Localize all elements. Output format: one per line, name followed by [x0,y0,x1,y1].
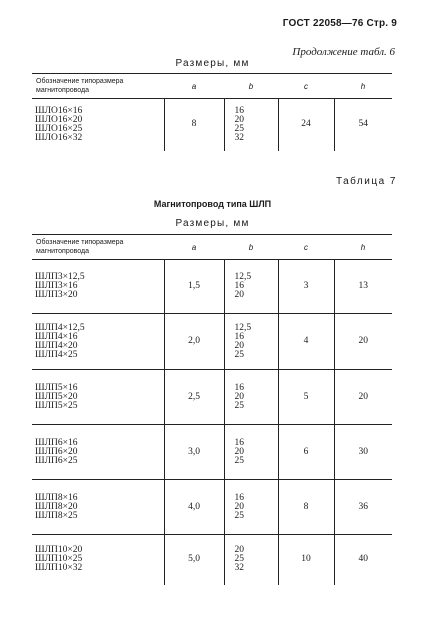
table-row [32,314,392,370]
value-h-cell: 13 [334,260,392,314]
value-c-cell: 4 [278,314,334,370]
value-c-cell: 8 [278,480,334,535]
table6-col-b: b [224,74,278,99]
value-b-cell: 16 20 25 [224,480,278,535]
value-b-cell: 16 20 25 32 [224,99,278,151]
value-c-cell: 24 [278,99,334,151]
designation-cell: ШЛП10×20 ШЛП10×25 ШЛП10×32 [35,545,83,574]
value-h-cell: 20 [334,314,392,370]
value-b-cell: 16 20 25 [224,370,278,425]
value-h-cell: 20 [334,370,392,425]
table7-sizes-caption: Размеры, мм [175,218,250,229]
value-b-cell: 12,5 16 20 25 [224,314,278,370]
designation-cell: ШЛО16×16 ШЛО16×20 ШЛО16×25 ШЛО16×32 [35,105,83,143]
table7-col-b: b [224,235,278,260]
table7-header-row [32,235,392,260]
table7 [32,234,392,585]
value-b-cell: 16 20 25 [224,425,278,480]
designation-cell: ШЛП3×12,5 ШЛП3×16 ШЛП3×20 [32,260,164,314]
table-row [32,425,392,480]
value-a-cell: 4,0 [164,480,224,535]
value-a-cell: 1,5 [164,260,224,314]
table-row [32,260,392,314]
value-b-cell: 20 25 32 [224,535,278,585]
table-row [32,480,392,535]
designation-cell: ШЛП5×16 ШЛП5×20 ШЛП5×25 [32,370,164,425]
value-c-cell: 6 [278,425,334,480]
value-c-cell: 10 [278,535,334,585]
value-c-cell: 5 [278,370,334,425]
table-row [32,370,392,425]
value-a-cell: 5,0 [164,535,224,585]
table7-label: Таблица 7 [335,176,397,187]
table6-col-designation: Обозначение типоразмера магнитопровода [32,74,164,99]
value-h-cell: 36 [334,480,392,535]
page-header: ГОСТ 22058—76 Стр. 9 [282,18,397,29]
table6-header-row [32,74,392,99]
table6-sizes-caption: Размеры, мм [175,58,250,69]
value-h-cell: 54 [334,99,392,151]
value-h-cell: 30 [334,425,392,480]
designation-cell: ШЛП6×16 ШЛП6×20 ШЛП6×25 [32,425,164,480]
table6-col-c: c [278,74,334,99]
value-c-cell: 3 [278,260,334,314]
value-a-cell: 2,5 [164,370,224,425]
table6-continuation-label: Продолжение табл. 6 [292,46,395,58]
table6 [32,73,392,151]
table7-col-c: c [278,235,334,260]
designation-cell: ШЛП4×12,5 ШЛП4×16 ШЛП4×20 ШЛП4×25 [32,314,164,370]
value-a-cell: 2,0 [164,314,224,370]
table7-col-h: h [334,235,392,260]
table6-col-a: a [164,74,224,99]
table-row [32,99,392,151]
designation-cell: ШЛП8×16 ШЛП8×20 ШЛП8×25 [32,480,164,535]
table7-col-a: a [164,235,224,260]
table6-col-h: h [334,74,392,99]
value-a-cell: 3,0 [164,425,224,480]
table-row [32,535,392,585]
table7-title: Магнитопровод типа ШЛП [153,199,272,209]
value-b-cell: 12,5 16 20 [224,260,278,314]
table7-col-designation: Обозначение типоразмера магнитопровода [32,235,164,260]
value-a-cell: 8 [164,99,224,151]
value-h-cell: 40 [334,535,392,585]
